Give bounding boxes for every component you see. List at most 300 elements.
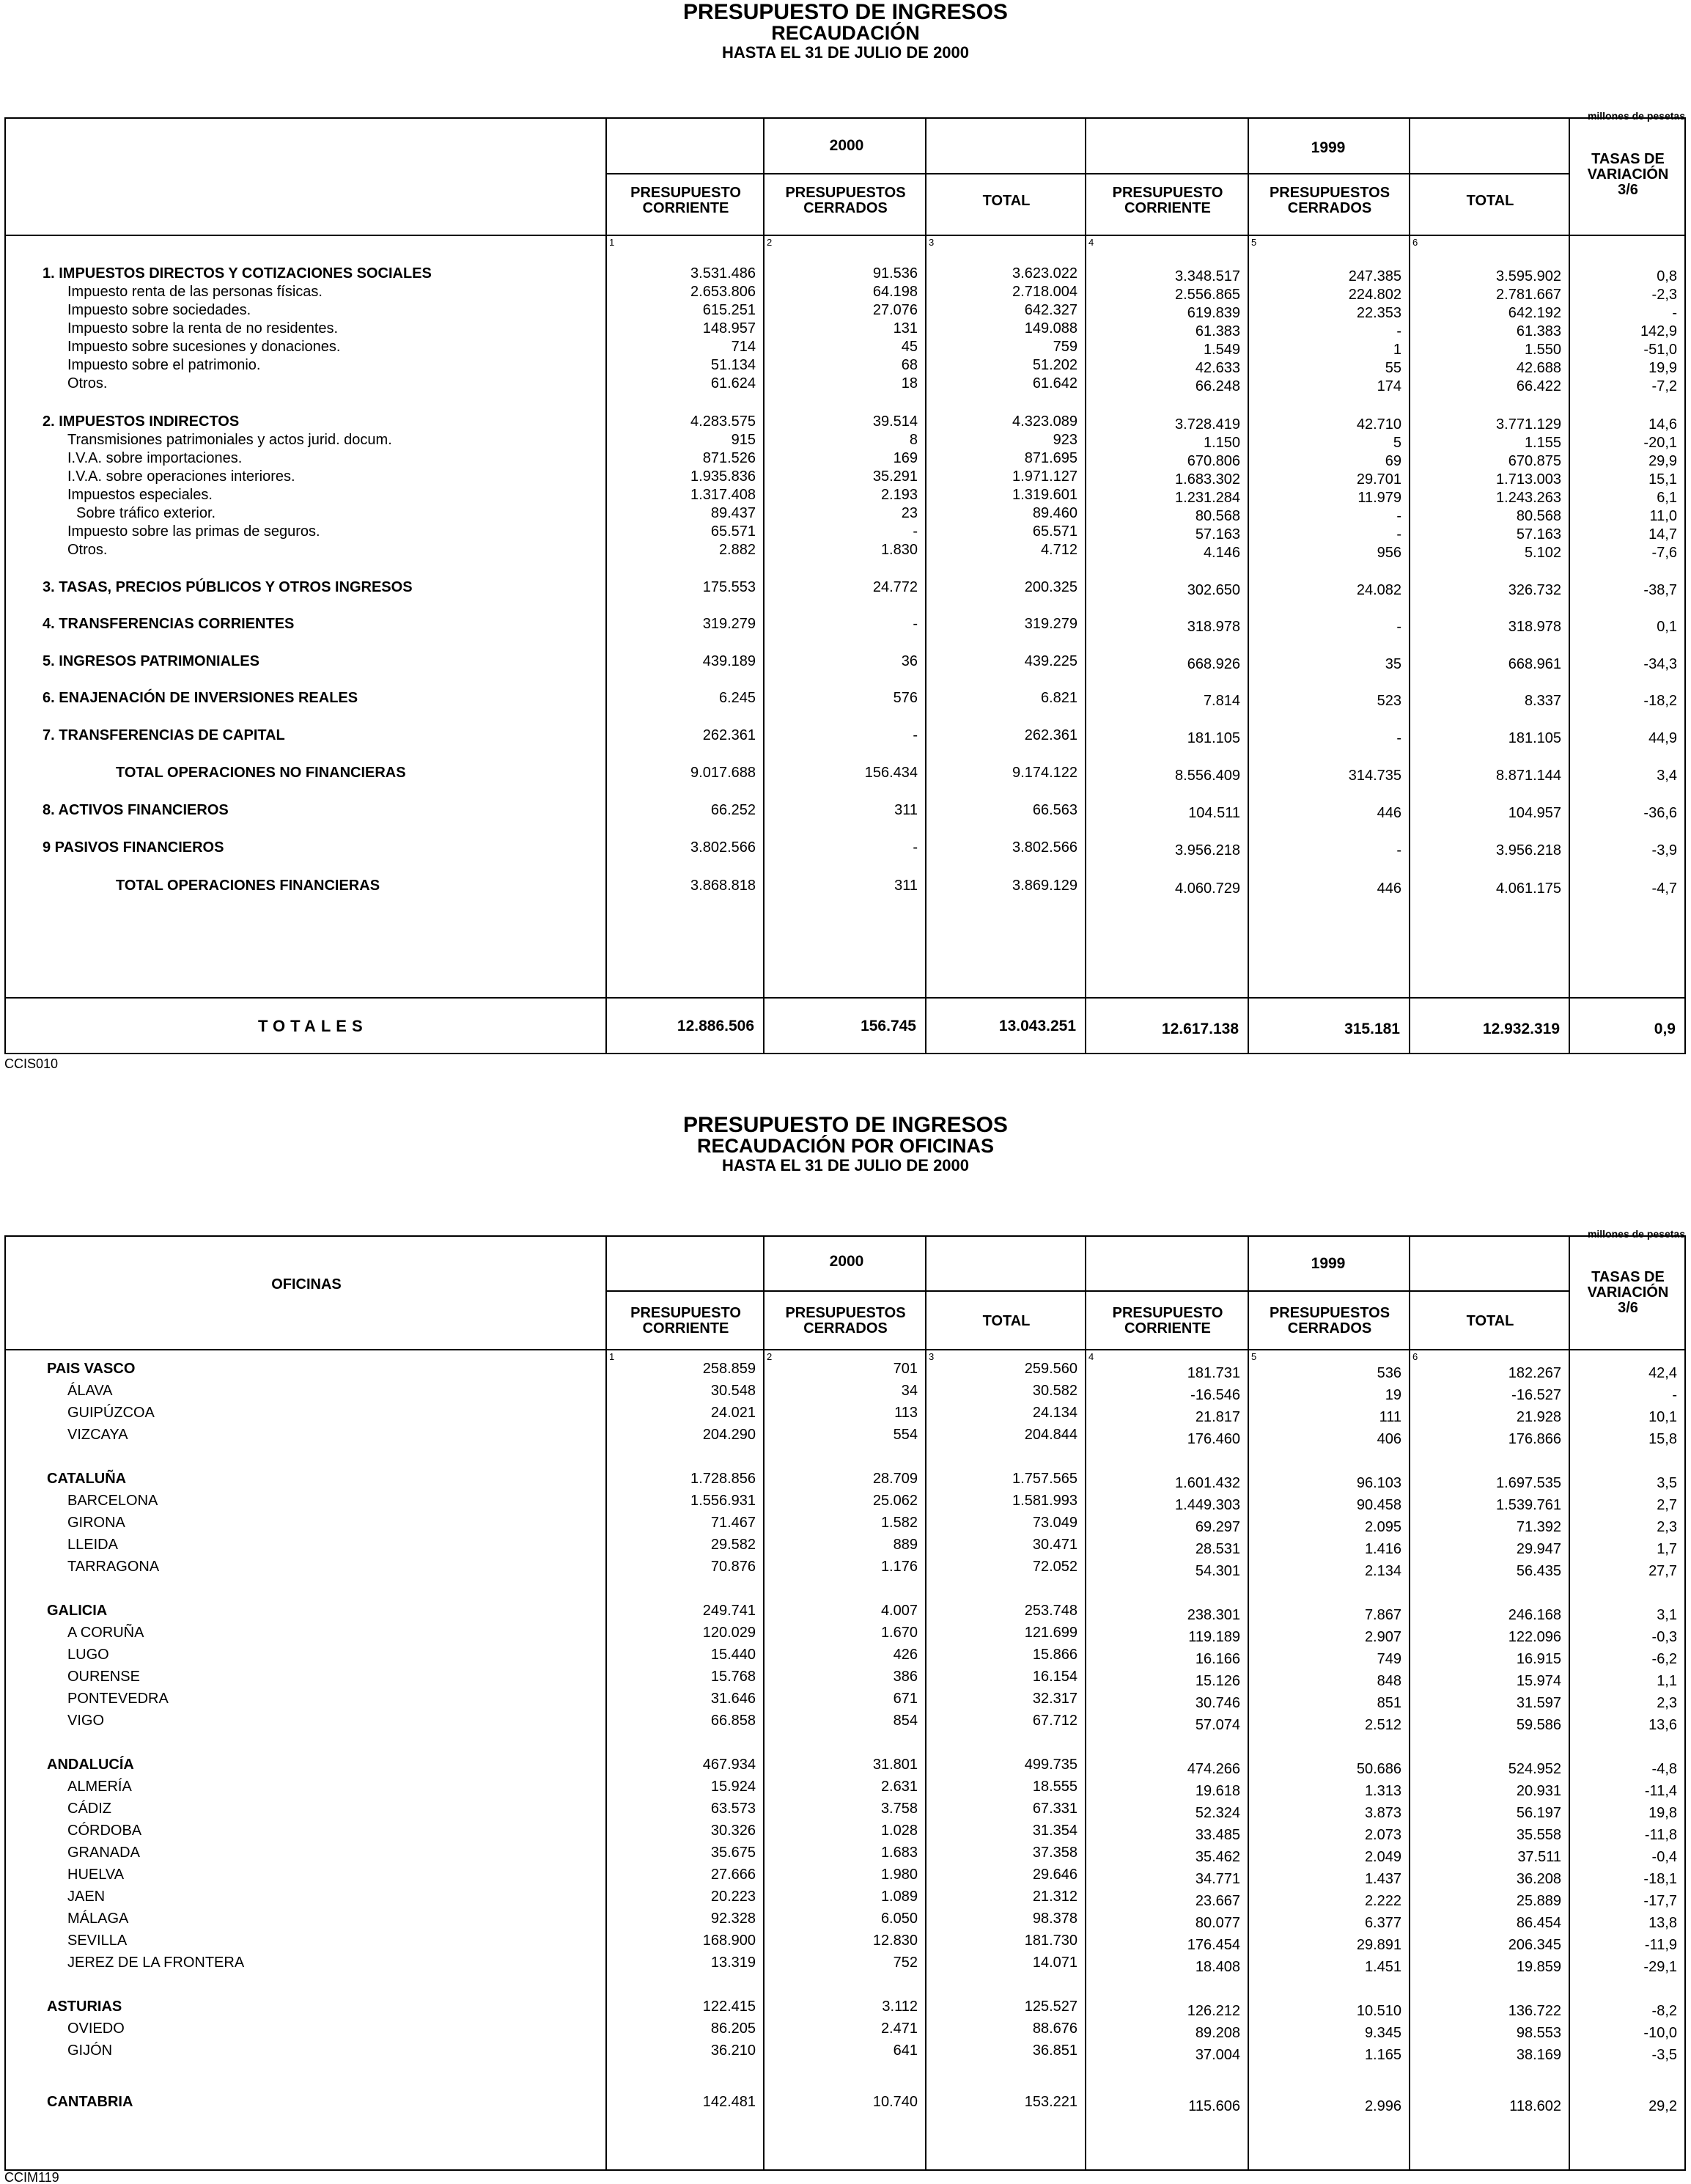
bottom-cell-col4: 33.485 — [1195, 1827, 1240, 1843]
top-colnum-1: 1 — [609, 237, 615, 248]
top-cell-col7: -36,6 — [1643, 805, 1677, 821]
bottom-cell-col7: 29,2 — [1648, 2098, 1677, 2114]
bottom-cell-col4: 1.449.303 — [1175, 1497, 1240, 1513]
bottom-cell-col7: 10,1 — [1648, 1409, 1677, 1425]
bottom-cell-col2: 1.028 — [880, 1823, 918, 1839]
top-row-label: Transmisiones patrimoniales y actos jurid. docum. — [67, 432, 392, 448]
bottom-cell-col3: 16.154 — [1032, 1669, 1077, 1685]
bottom-row-label: SEVILLA — [67, 1933, 128, 1949]
bottom-cell-col7: -29,1 — [1643, 1959, 1677, 1975]
bottom-colhead-4: PRESUPUESTO CORRIENTE — [1112, 1305, 1223, 1336]
top-cell-col5: 55 — [1385, 360, 1401, 376]
bottom-cell-col1: 168.900 — [702, 1933, 756, 1949]
bottom-cell-col3: 30.582 — [1032, 1383, 1077, 1399]
top-cell-col3: 3.623.022 — [1012, 265, 1077, 282]
bottom-cell-col3: 15.866 — [1032, 1647, 1077, 1663]
bottom-row-label: A CORUÑA — [67, 1625, 144, 1641]
top-cell-col3: 923 — [1053, 432, 1077, 448]
top-cell-col2: 35.291 — [872, 468, 918, 485]
top-cell-col7: 19,9 — [1648, 360, 1677, 376]
bottom-cell-col1: 142.481 — [702, 2094, 756, 2110]
top-cell-col3: 262.361 — [1024, 727, 1077, 743]
top-cell-col6: 3.595.902 — [1496, 268, 1561, 284]
bottom-cell-col1: 27.666 — [710, 1867, 756, 1883]
top-cell-col6: 2.781.667 — [1496, 287, 1561, 303]
top-cell-col6: 61.383 — [1516, 323, 1561, 339]
top-cell-col4: 57.163 — [1195, 526, 1240, 543]
top-cell-col2: 311 — [894, 878, 918, 894]
bottom-cell-col6: 16.915 — [1516, 1651, 1561, 1667]
bottom-cell-col6: 38.169 — [1516, 2047, 1561, 2063]
top-cell-col6: 5.102 — [1524, 545, 1561, 561]
top-cell-col2: 18 — [901, 375, 918, 391]
bottom-cell-col7: 2,3 — [1657, 1695, 1677, 1711]
top-table-row — [6, 878, 1686, 895]
top-cell-col3: 759 — [1053, 339, 1077, 355]
bottom-table-row — [6, 2094, 1686, 2114]
top-cell-col2: 169 — [893, 450, 918, 466]
bottom-cell-col7: -4,8 — [1651, 1761, 1677, 1777]
top-cell-col4: 619.839 — [1187, 305, 1240, 321]
top-colhead-6: TOTAL — [1466, 192, 1514, 209]
bottom-cell-col6: 1.539.761 — [1496, 1497, 1561, 1513]
top-cell-col6: 1.550 — [1524, 342, 1561, 358]
bottom-table-row — [6, 1955, 1686, 1975]
top-cell-col4: 670.806 — [1187, 453, 1240, 469]
bottom-cell-col2: 2.631 — [880, 1779, 918, 1795]
top-cell-col3: 439.225 — [1024, 653, 1077, 669]
top-cell-col4: 1.231.284 — [1175, 490, 1240, 506]
top-table-row — [6, 302, 1686, 320]
bottom-cell-col2: 2.471 — [880, 2021, 918, 2037]
top-row-label: 7. TRANSFERENCIAS DE CAPITAL — [43, 727, 285, 743]
bottom-cell-col2: 752 — [893, 1955, 918, 1971]
top-table-row — [6, 357, 1686, 375]
top-cell-col4: 3.956.218 — [1175, 842, 1240, 858]
bottom-row-label: JEREZ DE LA FRONTERA — [67, 1955, 245, 1971]
top-subtitle: RECAUDACIÓN — [771, 22, 920, 44]
top-cell-col6: 8.337 — [1524, 693, 1561, 709]
bottom-table-row — [6, 1427, 1686, 1447]
top-totals-col3: 13.043.251 — [998, 1018, 1076, 1034]
top-cell-col3: 51.202 — [1032, 357, 1077, 373]
bottom-cell-col2: 4.007 — [880, 1603, 918, 1619]
bottom-cell-col5: 10.510 — [1356, 2003, 1401, 2019]
bottom-cell-col5: 2.095 — [1364, 1519, 1401, 1535]
top-table-row — [6, 320, 1686, 338]
top-colnum-6: 6 — [1412, 237, 1418, 248]
top-cell-col1: 439.189 — [702, 653, 756, 669]
bottom-cell-col3: 67.712 — [1032, 1713, 1077, 1729]
top-cell-col5: - — [1396, 323, 1401, 339]
bottom-cell-col3: 29.646 — [1032, 1867, 1077, 1883]
bottom-cell-col2: 854 — [893, 1713, 918, 1729]
top-row-label: Impuesto sobre sociedades. — [67, 302, 251, 318]
bottom-cell-col4: -16.546 — [1190, 1387, 1240, 1403]
bottom-table-row — [6, 1933, 1686, 1953]
bottom-table-row — [6, 1911, 1686, 1931]
bottom-cell-col1: 29.582 — [710, 1537, 756, 1553]
top-cell-col3: 871.695 — [1024, 450, 1077, 466]
bottom-cell-col6: 19.859 — [1516, 1959, 1561, 1975]
bottom-cell-col5: 1.416 — [1364, 1541, 1401, 1557]
bottom-cell-col5: 848 — [1377, 1673, 1401, 1689]
top-row-label: Otros. — [67, 375, 108, 391]
bottom-row-label: CANTABRIA — [47, 2094, 133, 2110]
top-cell-col5: - — [1396, 526, 1401, 543]
bottom-cell-col2: 3.112 — [882, 1999, 918, 2015]
top-code: CCIS010 — [4, 1056, 59, 1071]
top-cell-col6: 80.568 — [1516, 508, 1561, 524]
bottom-cell-col7: 13,8 — [1648, 1915, 1677, 1931]
top-colhead-1: PRESUPUESTO CORRIENTE — [630, 185, 741, 216]
bottom-cell-col4: 16.166 — [1195, 1651, 1240, 1667]
bottom-cell-col1: 30.326 — [710, 1823, 756, 1839]
top-table-row — [6, 432, 1686, 449]
bottom-cell-col7: 3,1 — [1657, 1607, 1677, 1623]
bottom-cell-col2: 426 — [893, 1647, 918, 1663]
top-cell-col5: 523 — [1377, 693, 1401, 709]
bottom-cell-col3: 121.699 — [1024, 1625, 1077, 1641]
bottom-table-row — [6, 1471, 1686, 1491]
top-row-label: 2. IMPUESTOS INDIRECTOS — [43, 413, 240, 430]
top-row-label: 1. IMPUESTOS DIRECTOS Y COTIZACIONES SOCIALES — [43, 265, 432, 282]
top-cell-col3: 65.571 — [1032, 523, 1077, 540]
top-cell-col1: 915 — [731, 432, 756, 448]
top-cell-col4: 668.926 — [1187, 656, 1240, 672]
bottom-cell-col1: 92.328 — [710, 1911, 756, 1927]
bottom-cell-col5: 2.049 — [1364, 1849, 1401, 1865]
top-row-label: TOTAL OPERACIONES NO FINANCIERAS — [116, 765, 406, 781]
top-cell-col7: 15,1 — [1648, 471, 1677, 488]
top-cell-col7: -4,7 — [1651, 880, 1677, 897]
bottom-row-label: TARRAGONA — [67, 1559, 160, 1575]
top-colnum-3: 3 — [929, 237, 935, 248]
bottom-cell-col5: 2.512 — [1364, 1717, 1401, 1733]
bottom-table-row — [6, 1779, 1686, 1799]
bottom-table-row — [6, 2021, 1686, 2041]
top-cell-col7: 0,8 — [1657, 268, 1677, 284]
top-cell-col5: 446 — [1377, 805, 1401, 821]
top-cell-col7: -38,7 — [1643, 582, 1677, 598]
bottom-cell-col1: 15.924 — [710, 1779, 756, 1795]
top-cell-col3: 89.460 — [1032, 505, 1077, 521]
top-row-label: 8. ACTIVOS FINANCIEROS — [43, 802, 229, 818]
top-cell-col3: 66.563 — [1032, 802, 1077, 818]
bottom-cell-col2: 671 — [893, 1691, 918, 1707]
bottom-row-label: ANDALUCÍA — [47, 1757, 134, 1773]
bottom-cell-col7: -8,2 — [1651, 2003, 1677, 2019]
bottom-row-label: LLEIDA — [67, 1537, 118, 1553]
top-table-row — [6, 487, 1686, 504]
top-cell-col5: 35 — [1385, 656, 1401, 672]
bottom-cell-col5: 2.222 — [1364, 1893, 1401, 1909]
bottom-cell-col6: 182.267 — [1508, 1365, 1561, 1381]
top-cell-col6: 104.957 — [1508, 805, 1561, 821]
top-totals-label: TOTALES — [258, 1017, 368, 1035]
bottom-cell-col7: -17,7 — [1643, 1893, 1677, 1909]
top-cell-col2: 64.198 — [872, 284, 918, 300]
top-cell-col4: 80.568 — [1195, 508, 1240, 524]
bottom-cell-col4: 21.817 — [1195, 1409, 1240, 1425]
top-cell-col7: -7,6 — [1651, 545, 1677, 561]
bottom-row-label: OVIEDO — [67, 2021, 125, 2037]
bottom-cell-col6: 524.952 — [1508, 1761, 1561, 1777]
top-cell-col3: 2.718.004 — [1012, 284, 1077, 300]
top-cell-col7: 142,9 — [1640, 323, 1677, 339]
bottom-row-label: VIZCAYA — [67, 1427, 128, 1443]
bottom-cell-col6: 86.454 — [1516, 1915, 1561, 1931]
bottom-cell-col1: 31.646 — [710, 1691, 756, 1707]
bottom-row-label: PAIS VASCO — [47, 1361, 136, 1377]
bottom-cell-col1: 35.675 — [710, 1845, 756, 1861]
top-cell-col6: 8.871.144 — [1496, 768, 1561, 784]
top-year-1999: 1999 — [1311, 139, 1346, 156]
top-cell-col1: 871.526 — [702, 450, 756, 466]
bottom-cell-col1: 1.728.856 — [690, 1471, 756, 1487]
top-totals-col6: 12.932.319 — [1482, 1021, 1560, 1037]
top-cell-col3: 3.869.129 — [1012, 878, 1077, 894]
bottom-cell-col2: 31.801 — [872, 1757, 918, 1773]
bottom-cell-col4: 35.462 — [1195, 1849, 1240, 1865]
bottom-cell-col3: 21.312 — [1032, 1889, 1077, 1905]
top-cell-col6: 3.956.218 — [1496, 842, 1561, 858]
top-table-row — [6, 727, 1686, 745]
bottom-cell-col1: 24.021 — [710, 1405, 756, 1421]
bottom-cell-col5: 19 — [1385, 1387, 1401, 1403]
bottom-cell-col1: 86.205 — [710, 2021, 756, 2037]
bottom-row-label: ALMERÍA — [67, 1779, 132, 1795]
bottom-cell-col7: -3,5 — [1651, 2047, 1677, 2063]
top-cell-col3: 9.174.122 — [1012, 765, 1077, 781]
bottom-cell-col2: 34 — [901, 1383, 918, 1399]
top-cell-col5: 24.082 — [1356, 582, 1401, 598]
bottom-table-row — [6, 1999, 1686, 2019]
top-cell-col6: 642.192 — [1508, 305, 1561, 321]
top-cell-col1: 3.531.486 — [690, 265, 756, 282]
top-colnum-2: 2 — [767, 237, 773, 248]
top-cell-col7: 14,7 — [1648, 526, 1677, 543]
bottom-cell-col4: 34.771 — [1195, 1871, 1240, 1887]
top-row-border — [4, 235, 1686, 236]
top-cell-col2: 156.434 — [864, 765, 918, 781]
bottom-cell-col5: 111 — [1379, 1409, 1401, 1425]
bottom-colnum-5: 5 — [1251, 1351, 1257, 1362]
top-row-label: Impuesto sobre el patrimonio. — [67, 357, 261, 373]
bottom-cell-col4: 19.618 — [1195, 1783, 1240, 1799]
top-cell-col4: 42.633 — [1195, 360, 1240, 376]
top-cell-col1: 2.882 — [718, 542, 756, 558]
bottom-cell-col5: 9.345 — [1364, 2025, 1401, 2041]
bottom-cell-col5: 3.873 — [1364, 1805, 1401, 1821]
bottom-table-row — [6, 1757, 1686, 1777]
top-cell-col2: 1.830 — [880, 542, 918, 558]
bottom-cell-col7: -11,4 — [1644, 1783, 1677, 1799]
top-cell-col1: 65.571 — [710, 523, 756, 540]
bottom-cell-col4: 30.746 — [1195, 1695, 1240, 1711]
top-colhead-3: TOTAL — [982, 192, 1031, 209]
top-colhead-5: PRESUPUESTOS CERRADOS — [1269, 185, 1390, 216]
bottom-cell-col7: -18,1 — [1643, 1871, 1677, 1887]
top-cell-col7: 11,0 — [1649, 508, 1677, 524]
top-cell-col5: 174 — [1377, 378, 1401, 394]
top-cell-col5: 22.353 — [1356, 305, 1401, 321]
bottom-unit-label: millones de pesetas — [1587, 1228, 1685, 1240]
bottom-colhead-3: TOTAL — [982, 1312, 1031, 1329]
bottom-row-label: CÁDIZ — [67, 1801, 111, 1817]
top-row-label: 4. TRANSFERENCIAS CORRIENTES — [43, 616, 295, 632]
bottom-cell-col5: 1.451 — [1364, 1959, 1401, 1975]
bottom-cell-col1: 36.210 — [710, 2043, 756, 2059]
bottom-cell-col4: 119.189 — [1188, 1629, 1240, 1645]
bottom-cell-col7: 27,7 — [1648, 1563, 1677, 1579]
bottom-year-1999: 1999 — [1311, 1254, 1346, 1272]
bottom-cell-col1: 13.319 — [710, 1955, 756, 1971]
bottom-cell-col1: 122.415 — [702, 1999, 756, 2015]
bottom-cell-col4: 176.454 — [1187, 1937, 1240, 1953]
top-table-row — [6, 450, 1686, 468]
top-cell-col1: 6.245 — [718, 690, 756, 706]
top-cell-col5: 446 — [1377, 880, 1401, 897]
top-unit-label: millones de pesetas — [1587, 110, 1685, 122]
bottom-code: CCIM119 — [4, 2170, 59, 2184]
bottom-cell-col6: 122.096 — [1508, 1629, 1561, 1645]
top-cell-col6: 181.105 — [1508, 730, 1561, 746]
top-cell-col7: 44,9 — [1648, 730, 1677, 746]
bottom-title-block — [0, 1114, 1691, 1174]
top-cell-col3: 1.319.601 — [1012, 487, 1077, 503]
bottom-row-label: BARCELONA — [67, 1493, 158, 1509]
top-table-row — [6, 542, 1686, 559]
top-table-row — [6, 579, 1686, 597]
top-cell-col3: 6.821 — [1040, 690, 1077, 706]
bottom-cell-col6: 59.586 — [1516, 1717, 1561, 1733]
bottom-cell-col7: 1,1 — [1657, 1673, 1677, 1689]
top-cell-col3: 149.088 — [1024, 320, 1077, 337]
bottom-cell-col2: 1.670 — [880, 1625, 918, 1641]
top-cell-col4: 3.348.517 — [1175, 268, 1240, 284]
bottom-cell-col5: 2.073 — [1364, 1827, 1401, 1843]
bottom-table-row — [6, 1801, 1686, 1821]
top-cell-col2: 45 — [901, 339, 918, 355]
bottom-cell-col2: 1.683 — [880, 1845, 918, 1861]
top-cell-col3: 1.971.127 — [1012, 468, 1077, 485]
bottom-cell-col7: 13,6 — [1648, 1717, 1677, 1733]
bottom-year-2000: 2000 — [829, 1252, 864, 1270]
bottom-cell-col4: 1.601.432 — [1175, 1475, 1240, 1491]
top-date: HASTA EL 31 DE JULIO DE 2000 — [721, 43, 970, 62]
bottom-cell-col5: 851 — [1377, 1695, 1401, 1711]
top-row-label: I.V.A. sobre importaciones. — [67, 450, 243, 466]
top-cell-col7: -51,0 — [1643, 342, 1677, 358]
bottom-cell-col3: 88.676 — [1032, 2021, 1077, 2037]
top-row-label: I.V.A. sobre operaciones interiores. — [67, 468, 295, 485]
top-cell-col6: 4.061.175 — [1496, 880, 1561, 897]
top-cell-col6: 670.875 — [1508, 453, 1561, 469]
bottom-cell-col4: 28.531 — [1195, 1541, 1240, 1557]
top-totals-col5: 315.181 — [1344, 1021, 1400, 1037]
bottom-row-border — [4, 1349, 1686, 1350]
bottom-colhead-1: PRESUPUESTO CORRIENTE — [630, 1305, 741, 1336]
top-cell-col5: 11.979 — [1357, 490, 1401, 506]
top-cell-col7: 3,4 — [1657, 768, 1677, 784]
bottom-cell-col5: 2.996 — [1364, 2098, 1401, 2114]
top-cell-col1: 319.279 — [702, 616, 756, 632]
bottom-cell-col3: 153.221 — [1024, 2094, 1077, 2110]
bottom-cell-col5: 749 — [1377, 1651, 1401, 1667]
top-cell-col5: 5 — [1393, 435, 1401, 451]
bottom-cell-col3: 30.471 — [1032, 1537, 1077, 1553]
bottom-cell-col2: 1.176 — [880, 1559, 918, 1575]
bottom-table — [4, 1235, 1686, 2171]
bottom-cell-col4: 69.297 — [1195, 1519, 1240, 1535]
bottom-table-row — [6, 1625, 1686, 1645]
bottom-row-label: LUGO — [67, 1647, 109, 1663]
top-row-label: 9 PASIVOS FINANCIEROS — [43, 839, 224, 856]
bottom-cell-col3: 1.757.565 — [1012, 1471, 1077, 1487]
top-cell-col4: 1.683.302 — [1175, 471, 1240, 488]
bottom-colnum-4: 4 — [1088, 1351, 1094, 1362]
top-cell-col2: - — [913, 616, 918, 632]
bottom-cell-col6: 29.947 — [1516, 1541, 1561, 1557]
top-cell-col7: -3,9 — [1651, 842, 1677, 858]
bottom-subtitle: RECAUDACIÓN POR OFICINAS — [696, 1135, 994, 1157]
bottom-cell-col3: 14.071 — [1032, 1955, 1077, 1971]
bottom-cell-col6: 36.208 — [1516, 1871, 1561, 1887]
bottom-label-header: OFICINAS — [271, 1276, 342, 1293]
bottom-cell-col3: 37.358 — [1032, 1845, 1077, 1861]
bottom-cell-col5: 536 — [1377, 1365, 1401, 1381]
bottom-row-label: ÁLAVA — [67, 1383, 113, 1399]
bottom-row-label: ASTURIAS — [47, 1999, 122, 2015]
top-cell-col2: 39.514 — [872, 413, 918, 430]
bottom-cell-col3: 72.052 — [1032, 1559, 1077, 1575]
bottom-cell-col4: 238.301 — [1187, 1607, 1240, 1623]
top-cell-col5: 29.701 — [1356, 471, 1401, 488]
top-cell-col2: - — [913, 727, 918, 743]
bottom-row-label: GUIPÚZCOA — [67, 1405, 155, 1421]
bottom-cell-col3: 204.844 — [1024, 1427, 1077, 1443]
bottom-cell-col3: 1.581.993 — [1012, 1493, 1077, 1509]
bottom-row-label: GALICIA — [47, 1603, 108, 1619]
top-cell-col3: 61.642 — [1032, 375, 1077, 391]
bottom-cell-col6: 71.392 — [1516, 1519, 1561, 1535]
bottom-cell-col4: 126.212 — [1187, 2003, 1240, 2019]
top-cell-col5: - — [1396, 730, 1401, 746]
bottom-row-label: GIRONA — [67, 1515, 125, 1531]
bottom-cell-col7: -10,0 — [1643, 2025, 1677, 2041]
bottom-cell-col4: 181.731 — [1187, 1365, 1240, 1381]
bottom-cell-col3: 31.354 — [1032, 1823, 1077, 1839]
bottom-cell-col3: 73.049 — [1032, 1515, 1077, 1531]
bottom-cell-col1: 1.556.931 — [690, 1493, 756, 1509]
top-cell-col4: 181.105 — [1187, 730, 1240, 746]
bottom-date: HASTA EL 31 DE JULIO DE 2000 — [721, 1156, 970, 1174]
top-row-label: TOTAL OPERACIONES FINANCIERAS — [116, 878, 380, 894]
bottom-cell-col1: 120.029 — [702, 1625, 756, 1641]
bottom-row-border — [605, 1290, 1569, 1292]
bottom-cell-col7: 19,8 — [1648, 1805, 1677, 1821]
bottom-cell-col3: 67.331 — [1032, 1801, 1077, 1817]
bottom-cell-col5: 406 — [1377, 1431, 1401, 1447]
bottom-colhead-2: PRESUPUESTOS CERRADOS — [785, 1305, 906, 1336]
bottom-cell-col4: 54.301 — [1195, 1563, 1240, 1579]
bottom-cell-col3: 98.378 — [1032, 1911, 1077, 1927]
top-table-row — [6, 375, 1686, 393]
bottom-cell-col2: 3.758 — [880, 1801, 918, 1817]
bottom-cell-col7: 2,7 — [1657, 1497, 1677, 1513]
bottom-cell-col6: 15.974 — [1516, 1673, 1561, 1689]
